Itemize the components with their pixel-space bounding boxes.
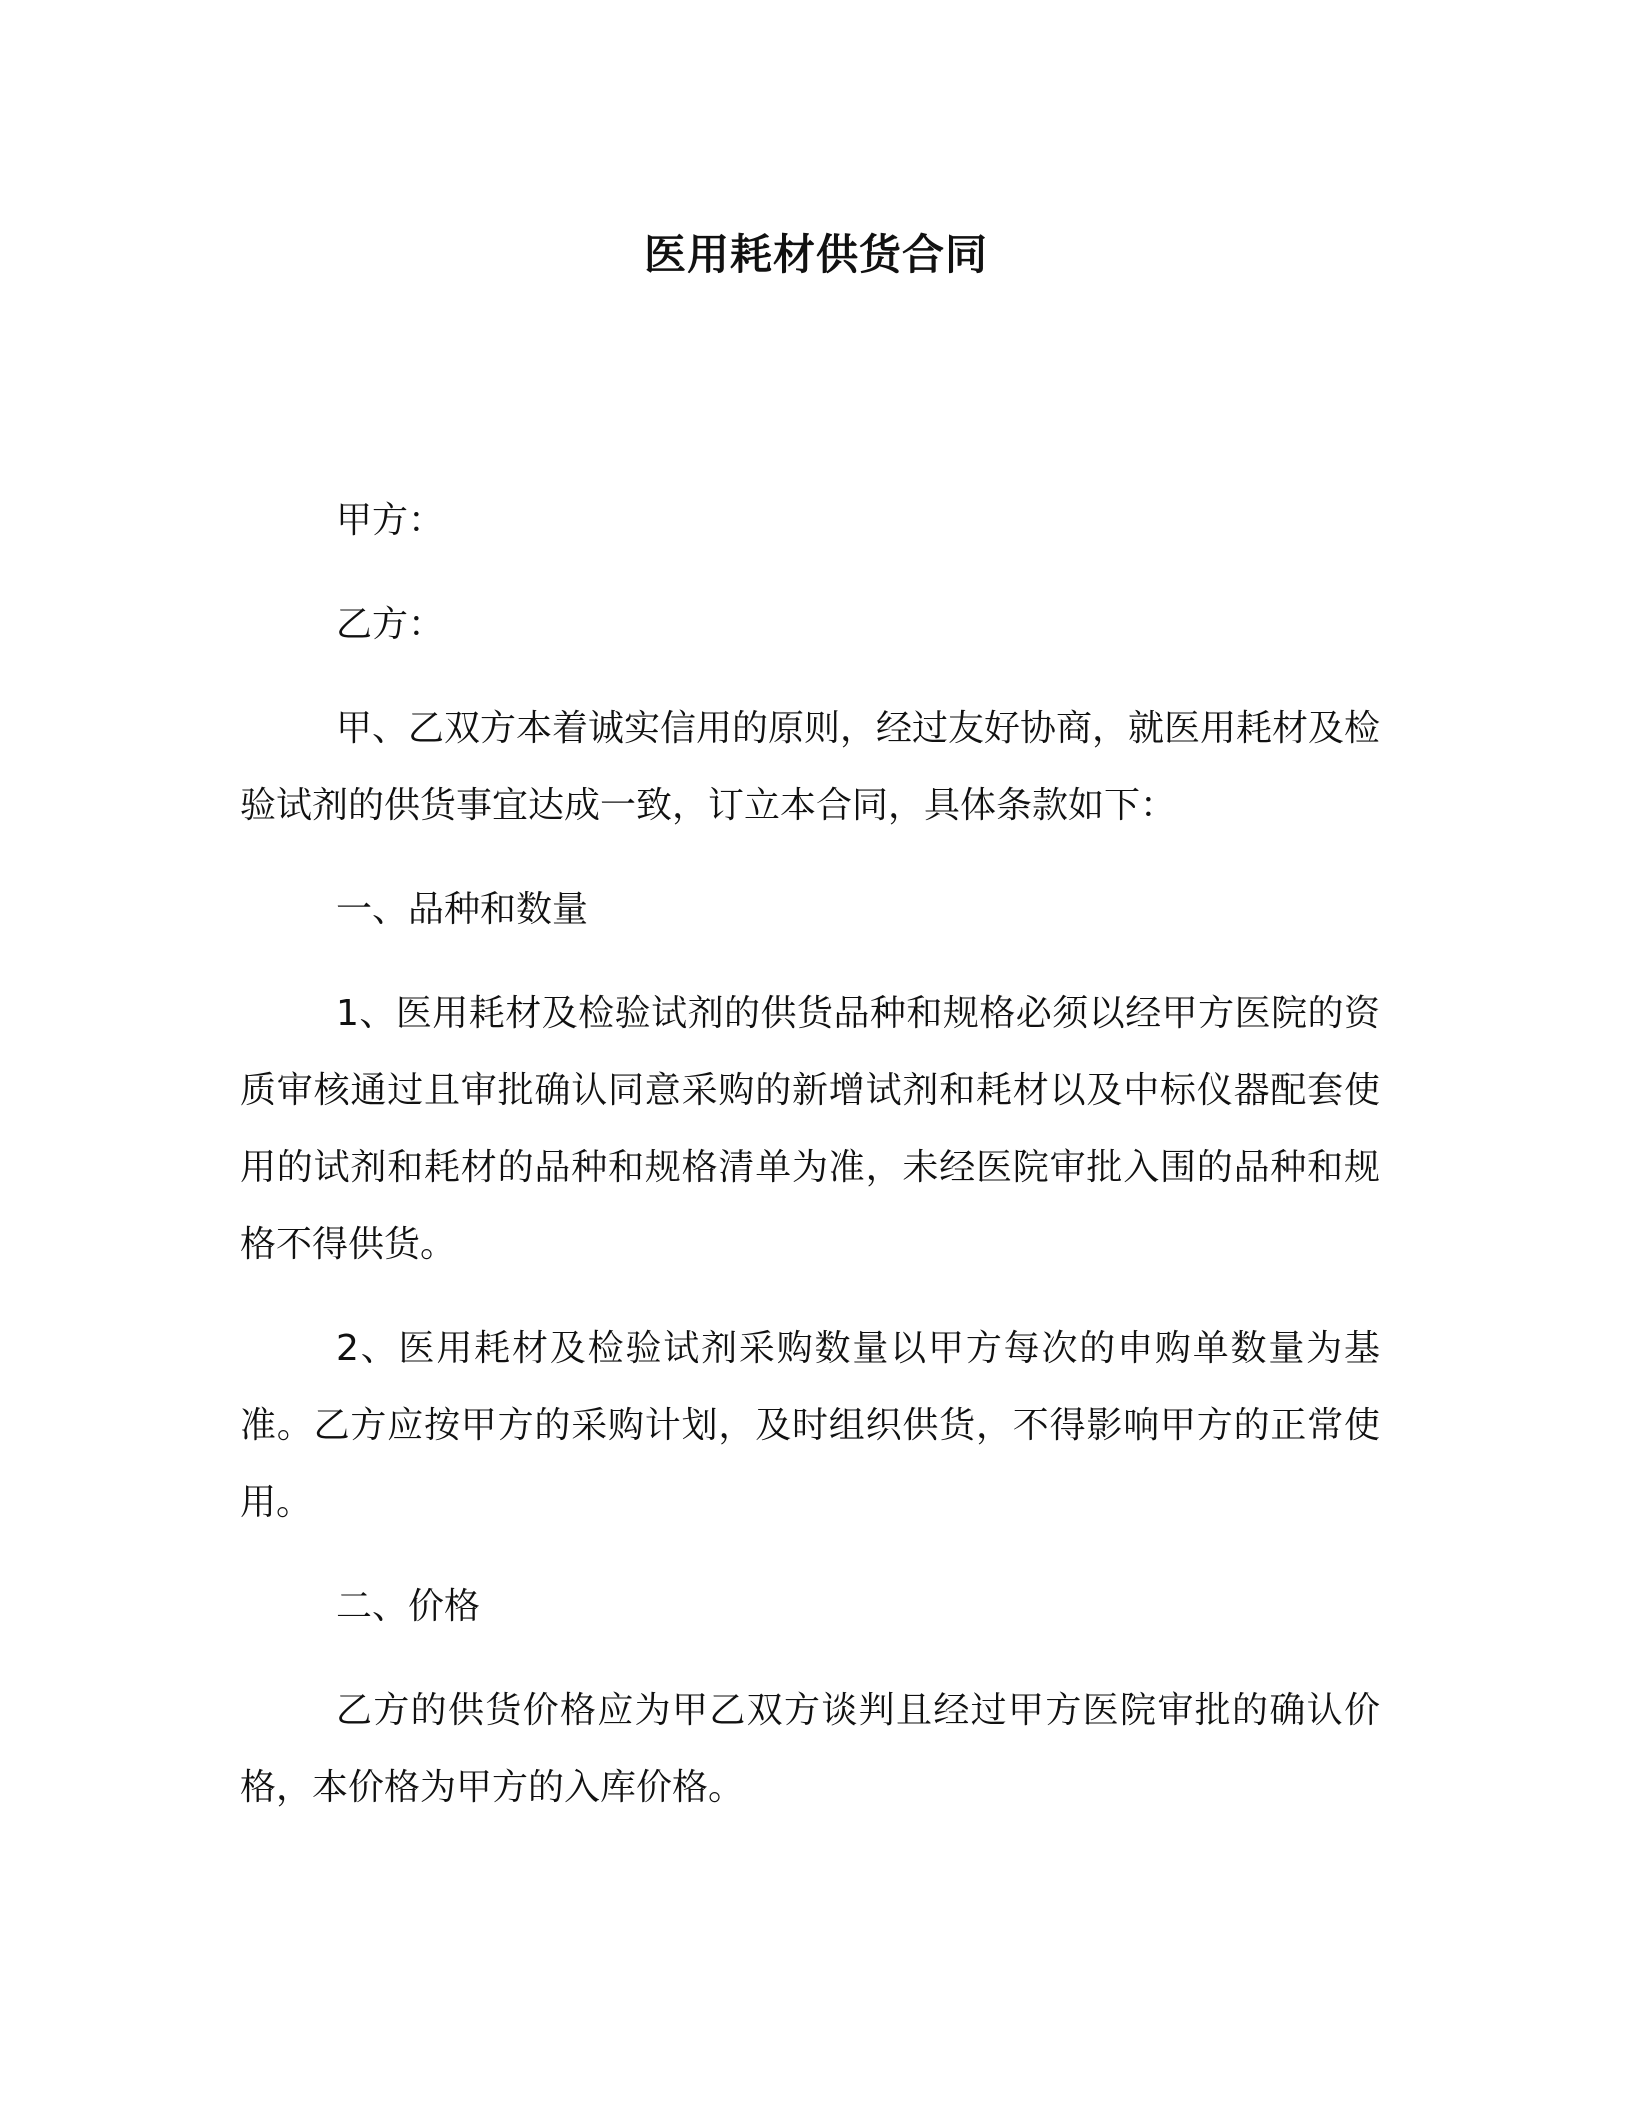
section-heading-varieties: 一、品种和数量 [336, 889, 589, 930]
clause-1-1: 1、医用耗材及检验试剂的供货品种和规格必须以经甲方医院的资质审核通过且审批确认同意采购的新增试剂和耗材以及中标仪器配套使用的试剂和耗材的品种和规格清单为准，未经医院审批入围的品种和规格不得供货。 [240, 993, 1380, 1265]
clause-1-2: 2、医用耗材及检验试剂采购数量以甲方每次的申购单数量为基准。乙方应按甲方的采购计划，及时组织供货，不得影响甲方的正常使用。 [240, 1328, 1380, 1523]
intro-paragraph: 甲、乙双方本着诚实信用的原则，经过友好协商，就医用耗材及检验试剂的供货事宜达成一致，订立本合同，具体条款如下： [240, 708, 1381, 826]
section-heading-price: 二、价格 [336, 1586, 481, 1627]
clause-2: 乙方的供货价格应为甲乙双方谈判且经过甲方医院审批的确认价格，本价格为甲方的入库价格。 [240, 1690, 1380, 1808]
document-title: 医用耗材供货合同 [643, 230, 988, 279]
document-body [240, 482, 1380, 1826]
party-b-label: 乙方： [336, 604, 445, 645]
party-a-label: 甲方： [336, 500, 445, 541]
